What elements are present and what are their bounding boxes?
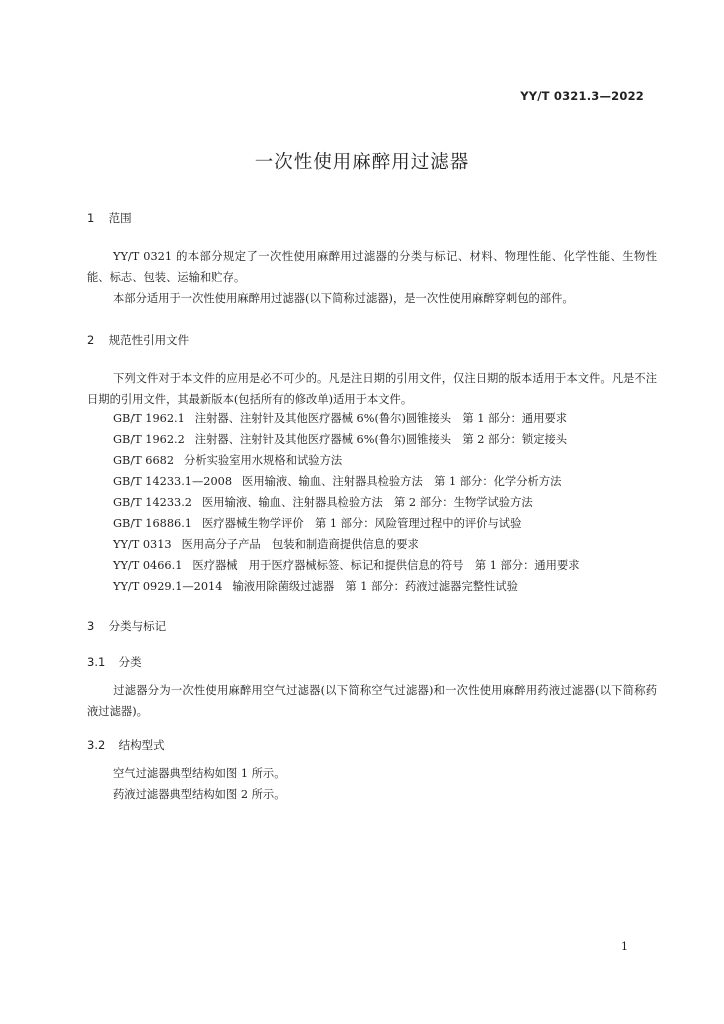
paragraph-text: 下列文件对于本文件的应用是必不可少的。凡是注日期的引用文件，仅注日期的版本适用于本文件。凡是不注日期的引用文件，其最新版本(包括所有的修改单)适用于本文件。 — [87, 372, 657, 406]
reference-item — [113, 557, 580, 573]
section-title: 分类与标记 — [108, 619, 167, 633]
reference-code: GB/T 1962.2 — [113, 433, 185, 446]
section-title: 规范性引用文件 — [108, 333, 190, 347]
structure-line-1: 空气过滤器典型结构如图 1 所示。 — [113, 767, 286, 780]
document-title: 一次性使用麻醉用过滤器 — [254, 152, 470, 173]
reference-item — [113, 494, 533, 510]
reference-title: 医用输液、输血、注射器具检验方法 第 1 部分：化学分析方法 — [242, 475, 562, 488]
reference-title: 注射器、注射针及其他医疗器械 6%(鲁尔)圆锥接头 第 1 部分：通用要求 — [194, 412, 568, 425]
section-number: 3.1 — [87, 655, 106, 669]
reference-item — [113, 410, 567, 426]
reference-item — [113, 452, 342, 468]
reference-code: GB/T 6682 — [113, 454, 175, 467]
standard-code: YY/T 0321.3—2022 — [520, 89, 644, 103]
section-heading-3 — [87, 618, 166, 634]
scope-paragraph-1 — [87, 246, 657, 288]
reference-code: YY/T 0313 — [113, 538, 172, 551]
section-title: 范围 — [108, 211, 132, 225]
reference-title: 输液用除菌级过滤器 第 1 部分：药液过滤器完整性试验 — [232, 580, 518, 593]
reference-title: 医疗器械生物学评价 第 1 部分：风险管理过程中的评价与试验 — [201, 517, 522, 530]
reference-code: YY/T 0929.1—2014 — [113, 580, 223, 593]
reference-code: YY/T 0466.1 — [113, 559, 183, 572]
section-number: 3.2 — [87, 738, 106, 752]
classification-paragraph — [87, 680, 657, 722]
reference-item — [113, 473, 561, 489]
reference-item — [113, 578, 518, 594]
references-intro — [87, 368, 657, 410]
reference-title: 医用输液、输血、注射器具检验方法 第 2 部分：生物学试验方法 — [201, 496, 533, 509]
reference-code: GB/T 16886.1 — [113, 517, 192, 530]
paragraph-text: 本部分适用于一次性使用麻醉用过滤器(以下简称过滤器)，是一次性使用麻醉穿刺包的部件。 — [113, 292, 574, 305]
scope-paragraph-2 — [87, 288, 657, 309]
structure-line-2: 药液过滤器典型结构如图 2 所示。 — [113, 788, 286, 801]
reference-code: GB/T 14233.1—2008 — [113, 475, 233, 488]
reference-item — [113, 431, 567, 447]
section-heading-2 — [87, 332, 189, 348]
page-number: 1 — [621, 940, 628, 953]
section-heading-3-2 — [87, 737, 165, 753]
reference-title: 分析实验室用水规格和试验方法 — [184, 454, 343, 467]
reference-item — [113, 515, 521, 531]
section-heading-3-1 — [87, 654, 142, 670]
section-title: 分类 — [118, 655, 142, 669]
section-heading-1 — [87, 210, 132, 226]
paragraph-text: 过滤器分为一次性使用麻醉用空气过滤器(以下简称空气过滤器)和一次性使用麻醉用药液过滤器(以下简称药液过滤器)。 — [87, 684, 657, 718]
reference-title: 医疗器械 用于医疗器械标签、标记和提供信息的符号 第 1 部分：通用要求 — [192, 559, 580, 572]
paragraph-text: YY/T 0321 的本部分规定了一次性使用麻醉用过滤器的分类与标记、材料、物理性能、化学性能、生物性能、标志、包装、运输和贮存。 — [87, 250, 657, 284]
section-title: 结构型式 — [118, 738, 165, 752]
reference-code: GB/T 14233.2 — [113, 496, 192, 509]
section-number: 1 — [87, 211, 95, 225]
reference-title: 注射器、注射针及其他医疗器械 6%(鲁尔)圆锥接头 第 2 部分：锁定接头 — [194, 433, 568, 446]
section-number: 2 — [87, 333, 95, 347]
reference-title: 医用高分子产品 包装和制造商提供信息的要求 — [181, 538, 419, 551]
reference-item — [113, 536, 419, 552]
reference-code: GB/T 1962.1 — [113, 412, 185, 425]
section-number: 3 — [87, 619, 95, 633]
